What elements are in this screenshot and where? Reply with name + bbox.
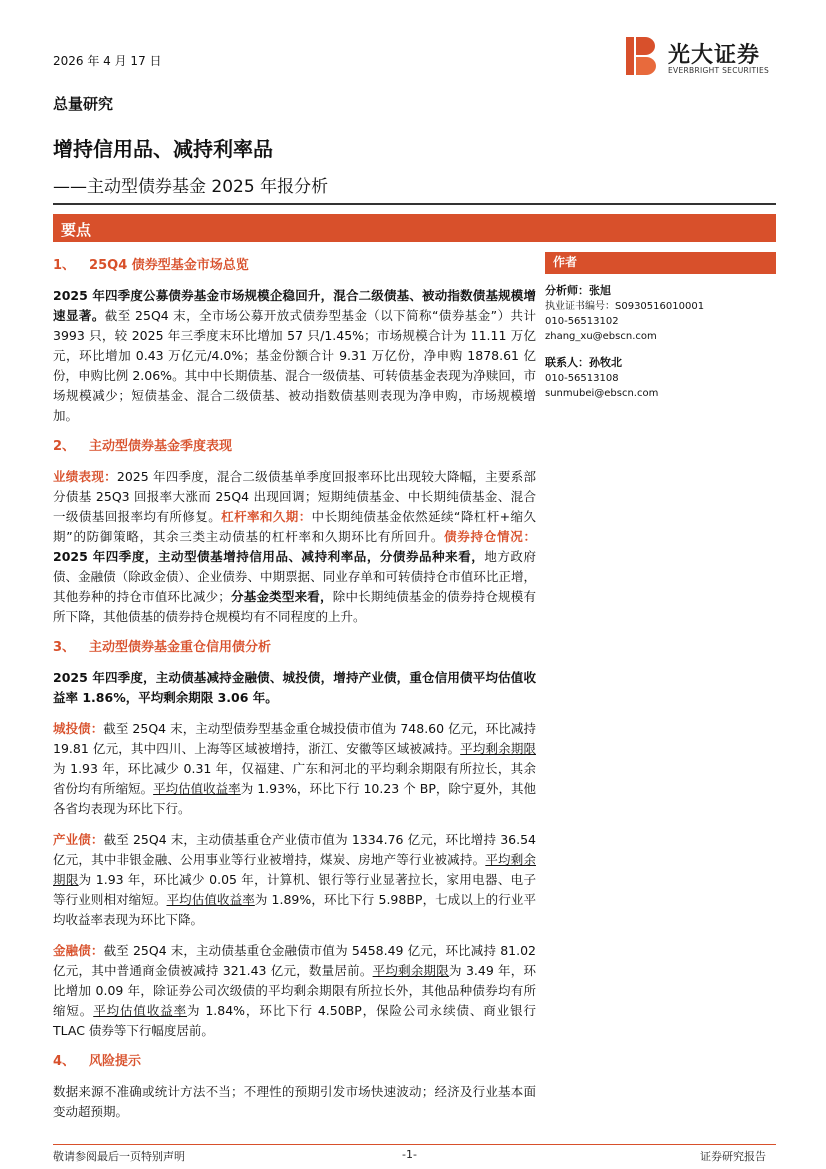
- page-number: -1-: [402, 1148, 417, 1161]
- finance-bond-paragraph: [53, 941, 536, 1041]
- report-date: 2026 年 4 月 17 日: [53, 54, 162, 68]
- section-title: 主动型债券基金季度表现: [89, 439, 233, 454]
- analyst-phone: 010-56513102: [545, 316, 619, 327]
- underlined-term: 平均剩余期限: [53, 852, 536, 887]
- report-category: 总量研究: [53, 95, 114, 113]
- underlined-term: 平均剩余期限: [460, 741, 536, 756]
- body-text: 截至 25Q4 末，主动型债券型基金重仓城投债市值为 748.60 亿元，环比减持 19.81 亿元，其中四川、上海等区域被增持，浙江、安徽等区域被减持。: [53, 721, 536, 756]
- section-number: 2、: [53, 439, 76, 454]
- footer-divider: [53, 1144, 776, 1145]
- body-text: 为 1.89%，环比下行 5.98BP，七成以上的行业平均收益率表现为环比下降。: [53, 892, 536, 927]
- author-header: 作者: [545, 252, 776, 274]
- main-content: [53, 256, 536, 1133]
- body-text: 为 1.93%，环比下行 10.23 个 BP，除宁夏外，其他各省均表现为环比下行。: [53, 781, 536, 816]
- keyword: 业绩表现：: [53, 469, 117, 484]
- section-number: 1、: [53, 258, 76, 273]
- underlined-term: 平均剩余期限: [372, 963, 450, 978]
- underlined-term: 平均估值收益率: [153, 781, 241, 796]
- keyword: 杠杆率和久期：: [221, 509, 312, 524]
- footer-report-type: 证券研究报告: [700, 1150, 766, 1163]
- company-logo: [624, 36, 784, 78]
- industry-bond-paragraph: [53, 830, 536, 930]
- keyword: 产业债：: [53, 832, 104, 847]
- section-number: 3、: [53, 640, 76, 655]
- body-text: 2025 年四季度，混合二级债基单季度回报率环比出现较大降幅，主要系部分债基 25Q3 回报率大涨而 25Q4 出现回调；短期纯债基金、中长期纯债基金、混合一级债基回报率均有所修复。: [53, 469, 536, 524]
- section-heading-3: [53, 638, 536, 658]
- bold-text: 2025 年四季度公募债券基金市场规模企稳回升，混合二级债基、被动指数债基规模增速显著。: [53, 288, 536, 323]
- section-title: 风险提示: [89, 1054, 142, 1069]
- section-heading-2: [53, 437, 536, 457]
- risk-paragraph: 数据来源不准确或统计方法不当；不理性的预期引发市场快速波动；经济及行业基本面变动超预期。: [53, 1084, 536, 1119]
- body-text: 截至 25Q4 末，全市场公募开放式债券型基金（以下简称“债券基金”）共计 3993 只，较 2025 年三季度末环比增加 57 只/1.45%；市场规模合计为 11.11 万亿元，环比增加 0.43 万亿元/4.0%；基金份额合计 9.31 万亿份，净申购 1878.61 亿份，申购比例 2.06%。其中中长期债基、混合一级债基、可转债基金表现为净赎回，市场规模减少；短债基金、混合二级债基、被动指数债基则表现为净申购，市场规模增加。: [53, 308, 536, 423]
- footer-disclaimer: 敬请参阅最后一页特别声明: [53, 1150, 185, 1163]
- author-sidebar: [545, 252, 776, 401]
- report-title: 增持信用品、减持利率品: [53, 137, 273, 161]
- body-text: 为 1.93 年，环比减少 0.31 年，仅福建、广东和河北的平均剩余期限有所拉长，其余省份均有所缩短。: [53, 761, 536, 796]
- logo-text-cn: 光大证券: [668, 43, 761, 68]
- bold-text: 分基金类型来看，: [230, 589, 333, 604]
- keyword: 金融债：: [53, 943, 104, 958]
- body-text: 截至 25Q4 末，主动债基重仓金融债市值为 5458.49 亿元，环比减持 81.02 亿元，其中普通商金债被减持 321.43 亿元，数量居前。: [53, 943, 536, 978]
- logo-icon: [624, 36, 658, 76]
- contact-name: 联系人：孙牧北: [545, 356, 622, 369]
- section-title: 25Q4 债券型基金市场总览: [89, 258, 249, 273]
- contact-email: sunmubei@ebscn.com: [545, 388, 659, 399]
- underlined-term: 平均估值收益率: [93, 1003, 188, 1018]
- keyword: 城投债：: [53, 721, 104, 736]
- body-text: 为 3.49 年，环比增加 0.09 年，除证券公司次级债的平均剩余期限有所拉长外，其他品种债券均有所缩短。: [53, 963, 536, 1018]
- section-3-summary: 2025 年四季度，主动债基减持金融债、城投债，增持产业债，重仓信用债平均估值收益率 1.86%，平均剩余期限 3.06 年。: [53, 670, 536, 705]
- contact-phone: 010-56513108: [545, 373, 619, 384]
- analyst-email: zhang_xu@ebscn.com: [545, 331, 657, 342]
- report-subtitle: ——主动型债券基金 2025 年报分析: [53, 177, 329, 197]
- body-text: 截至 25Q4 末，主动债基重仓产业债市值为 1334.76 亿元，环比增持 36.54 亿元，其中非银金融、公用事业等行业被增持，煤炭、房地产等行业被减持。: [53, 832, 536, 867]
- keypoints-label: 要点: [61, 221, 92, 239]
- underlined-term: 平均估值收益率: [166, 892, 255, 907]
- logo-text-en: EVERBRIGHT SECURITIES: [668, 66, 770, 75]
- section-2-paragraph: [53, 467, 536, 627]
- body-text: 中长期纯债基金依然延续“降杠杆+缩久期”的防御策略，其余三类主动债基的杠杆率和久期环比有所回升。: [53, 509, 536, 544]
- analyst-name: 分析师：张旭: [545, 284, 611, 297]
- title-divider: [53, 203, 776, 205]
- analyst-license: 执业证书编号：S0930516010001: [545, 301, 705, 312]
- section-number: 4、: [53, 1054, 76, 1069]
- body-text: 除中长期纯债基金的债券持仓规模有所下降，其他债基的债券持仓规模均有不同程度的上升。: [53, 589, 536, 624]
- body-text: 为 1.93 年，环比减少 0.05 年，计算机、银行等行业显著拉长，家用电器、电子等行业则相对缩短。: [53, 872, 536, 907]
- city-bond-paragraph: [53, 719, 536, 819]
- section-title: 主动型债券基金重仓信用债分析: [89, 640, 272, 655]
- section-heading-4: [53, 1052, 536, 1072]
- keypoints-header: [53, 214, 776, 242]
- section-1-paragraph: [53, 286, 536, 426]
- keyword: 债券持仓情况：: [444, 529, 536, 544]
- body-text: 地方政府债、金融债（除政金债）、企业债券、中期票据、同业存单和可转债持仓市值环比正增，其他券种的持仓市值环比减少；: [53, 549, 536, 604]
- body-text: 为 1.84%，环比下行 4.50BP，保险公司永续债、商业银行 TLAC 债券等下行幅度居前。: [53, 1003, 536, 1038]
- section-heading-1: [53, 256, 536, 276]
- bold-text: 2025 年四季度，主动型债基增持信用品、减持利率品，分债券品种来看，: [53, 549, 485, 564]
